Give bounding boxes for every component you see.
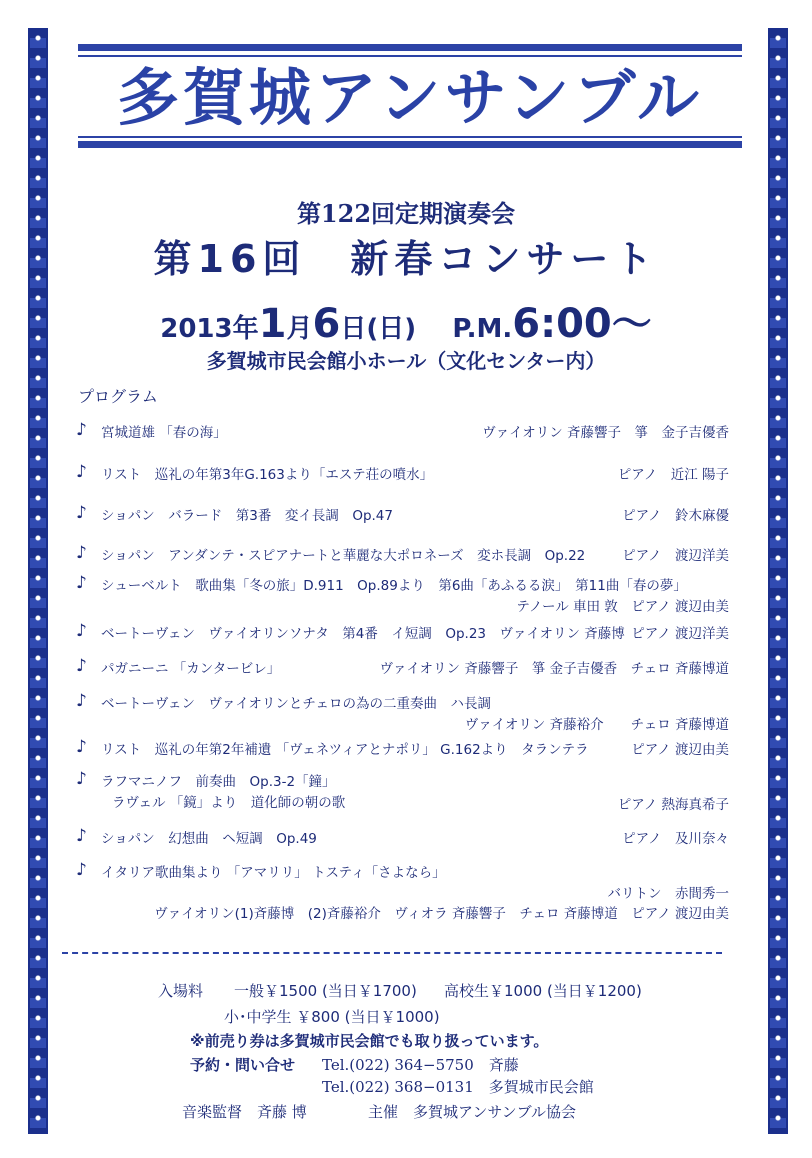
program-work: ショパン バラード 第3番 変イ長調 Op.47 — [101, 508, 393, 524]
music-note-icon: ♪ — [76, 860, 87, 880]
program-work: イタリア歌曲集より 「アマリリ」 トスティ「さよなら」 — [101, 865, 446, 881]
program-performers: ピアノ 及川奈々 — [622, 831, 729, 847]
program-work: リスト 巡礼の年第3年G.163より「エステ荘の噴水」 — [101, 467, 434, 483]
program-performers: ピアノ 渡辺洋美 — [631, 626, 729, 642]
title-banner — [78, 44, 742, 150]
rule — [78, 55, 742, 57]
program-performers: ピアノ 渡辺由美 — [631, 742, 729, 758]
concert-number: 第122回定期演奏会 — [296, 199, 516, 228]
day: 6 — [312, 301, 341, 347]
music-note-icon: ♪ — [76, 826, 87, 846]
music-note-icon: ♪ — [76, 737, 87, 757]
program-work: リスト 巡礼の年第2年補遺 「ヴェネツィアとナポリ」 G.162より タランテラ — [101, 742, 589, 758]
program-performers: ピアノ 渡辺洋美 — [622, 548, 729, 564]
music-note-icon: ♪ — [76, 769, 87, 789]
music-note-icon: ♪ — [76, 420, 87, 440]
time-prefix: P.M. — [452, 314, 513, 344]
date-time — [0, 292, 812, 349]
music-note-icon: ♪ — [76, 543, 87, 563]
music-note-icon: ♪ — [76, 621, 87, 641]
organizer: 主催 多賀城アンサンブル協会 — [368, 1103, 577, 1121]
page-title: 多賀城アンサンブル — [117, 61, 703, 134]
program-performers: テノール 車田 敦 ピアノ 渡辺由美 — [516, 599, 729, 615]
advance-ticket-note: ※前売り券は多賀城市民会館でも取り扱っています。 — [190, 1032, 549, 1050]
music-director: 音楽監督 斉藤 博 — [182, 1103, 307, 1121]
program-work: パガニーニ 「カンタービレ」 — [101, 661, 281, 677]
music-note-icon: ♪ — [76, 573, 87, 593]
divider — [62, 952, 722, 954]
contact-tel-1: Tel.(022) 364−5750 斉藤 — [322, 1056, 519, 1074]
music-note-icon: ♪ — [76, 656, 87, 676]
program-performers: ピアノ 近江 陽子 — [617, 467, 729, 483]
year: 2013 — [160, 314, 233, 344]
day-unit: 日 — [340, 314, 367, 344]
contact-tel-2: Tel.(022) 368−0131 多賀城市民会館 — [322, 1078, 594, 1096]
music-note-icon: ♪ — [76, 462, 87, 482]
program-work: 宮城道雄 「春の海」 — [101, 425, 227, 441]
program-work: ベートーヴェン ヴァイオリンソナタ 第4番 イ短調 Op.23 ヴァイオリン 斉藤博 — [101, 626, 625, 642]
venue: 多賀城市民会館小ホール（文化センター内） — [206, 349, 606, 373]
year-unit: 年 — [232, 314, 259, 344]
program-performers: ヴァイオリン 斉藤裕介 チェロ 斉藤博道 — [464, 717, 729, 733]
rule — [78, 136, 742, 138]
program-work: ショパン 幻想曲 ヘ短調 Op.49 — [101, 831, 317, 847]
program-performers-second: ヴァイオリン(1)斉藤博 (2)斉藤裕介 ヴィオラ 斉藤響子 チェロ 斉藤博道 ピアノ 渡辺由美 — [154, 906, 729, 922]
month: 1 — [258, 301, 287, 347]
admission-elementary: 小･中学生 ￥800 (当日￥1000) — [224, 1008, 440, 1026]
admission-label: 入場料 — [158, 982, 204, 1000]
program-work: シューベルト 歌曲集「冬の旅」D.911 Op.89より 第6曲「あふるる涙」 第11曲「春の夢」 — [101, 578, 687, 594]
program-label: プログラム — [78, 387, 158, 406]
contact-label: 予約・問い合せ — [190, 1056, 296, 1074]
program-performers: バリトン 赤間秀一 — [607, 886, 729, 902]
admission-high-school: 高校生￥1000 (当日￥1200) — [444, 982, 642, 1000]
program-performers: ヴァイオリン 斉藤響子 箏 金子吉優香 — [482, 425, 729, 441]
program-work: ショパン アンダンテ・スピアナートと華麗な大ポロネーズ 変ホ長調 Op.22 — [101, 548, 586, 564]
program-work: ベートーヴェン ヴァイオリンとチェロの為の二重奏曲 ハ長調 — [101, 696, 492, 712]
program-work: ラフマニノフ 前奏曲 Op.3-2「鐘」 — [101, 774, 336, 790]
music-note-icon: ♪ — [76, 691, 87, 711]
program-performers: ピアノ 鈴木麻優 — [622, 508, 729, 524]
time: 6:00〜 — [512, 301, 652, 347]
rule — [78, 141, 742, 148]
program-work-second: ラヴェル 「鏡」より 道化師の朝の歌 — [112, 795, 346, 811]
weekday: (日) — [366, 314, 417, 344]
admission-general: 一般￥1500 (当日￥1700) — [234, 982, 417, 1000]
rule — [78, 44, 742, 51]
program-performers: ピアノ 熱海真希子 — [617, 797, 729, 813]
music-note-icon: ♪ — [76, 503, 87, 523]
month-unit: 月 — [286, 314, 313, 344]
concert-title: 第16回 新春コンサート — [153, 237, 659, 281]
program-performers: ヴァイオリン 斉藤響子 箏 金子吉優香 チェロ 斉藤博道 — [379, 661, 729, 677]
